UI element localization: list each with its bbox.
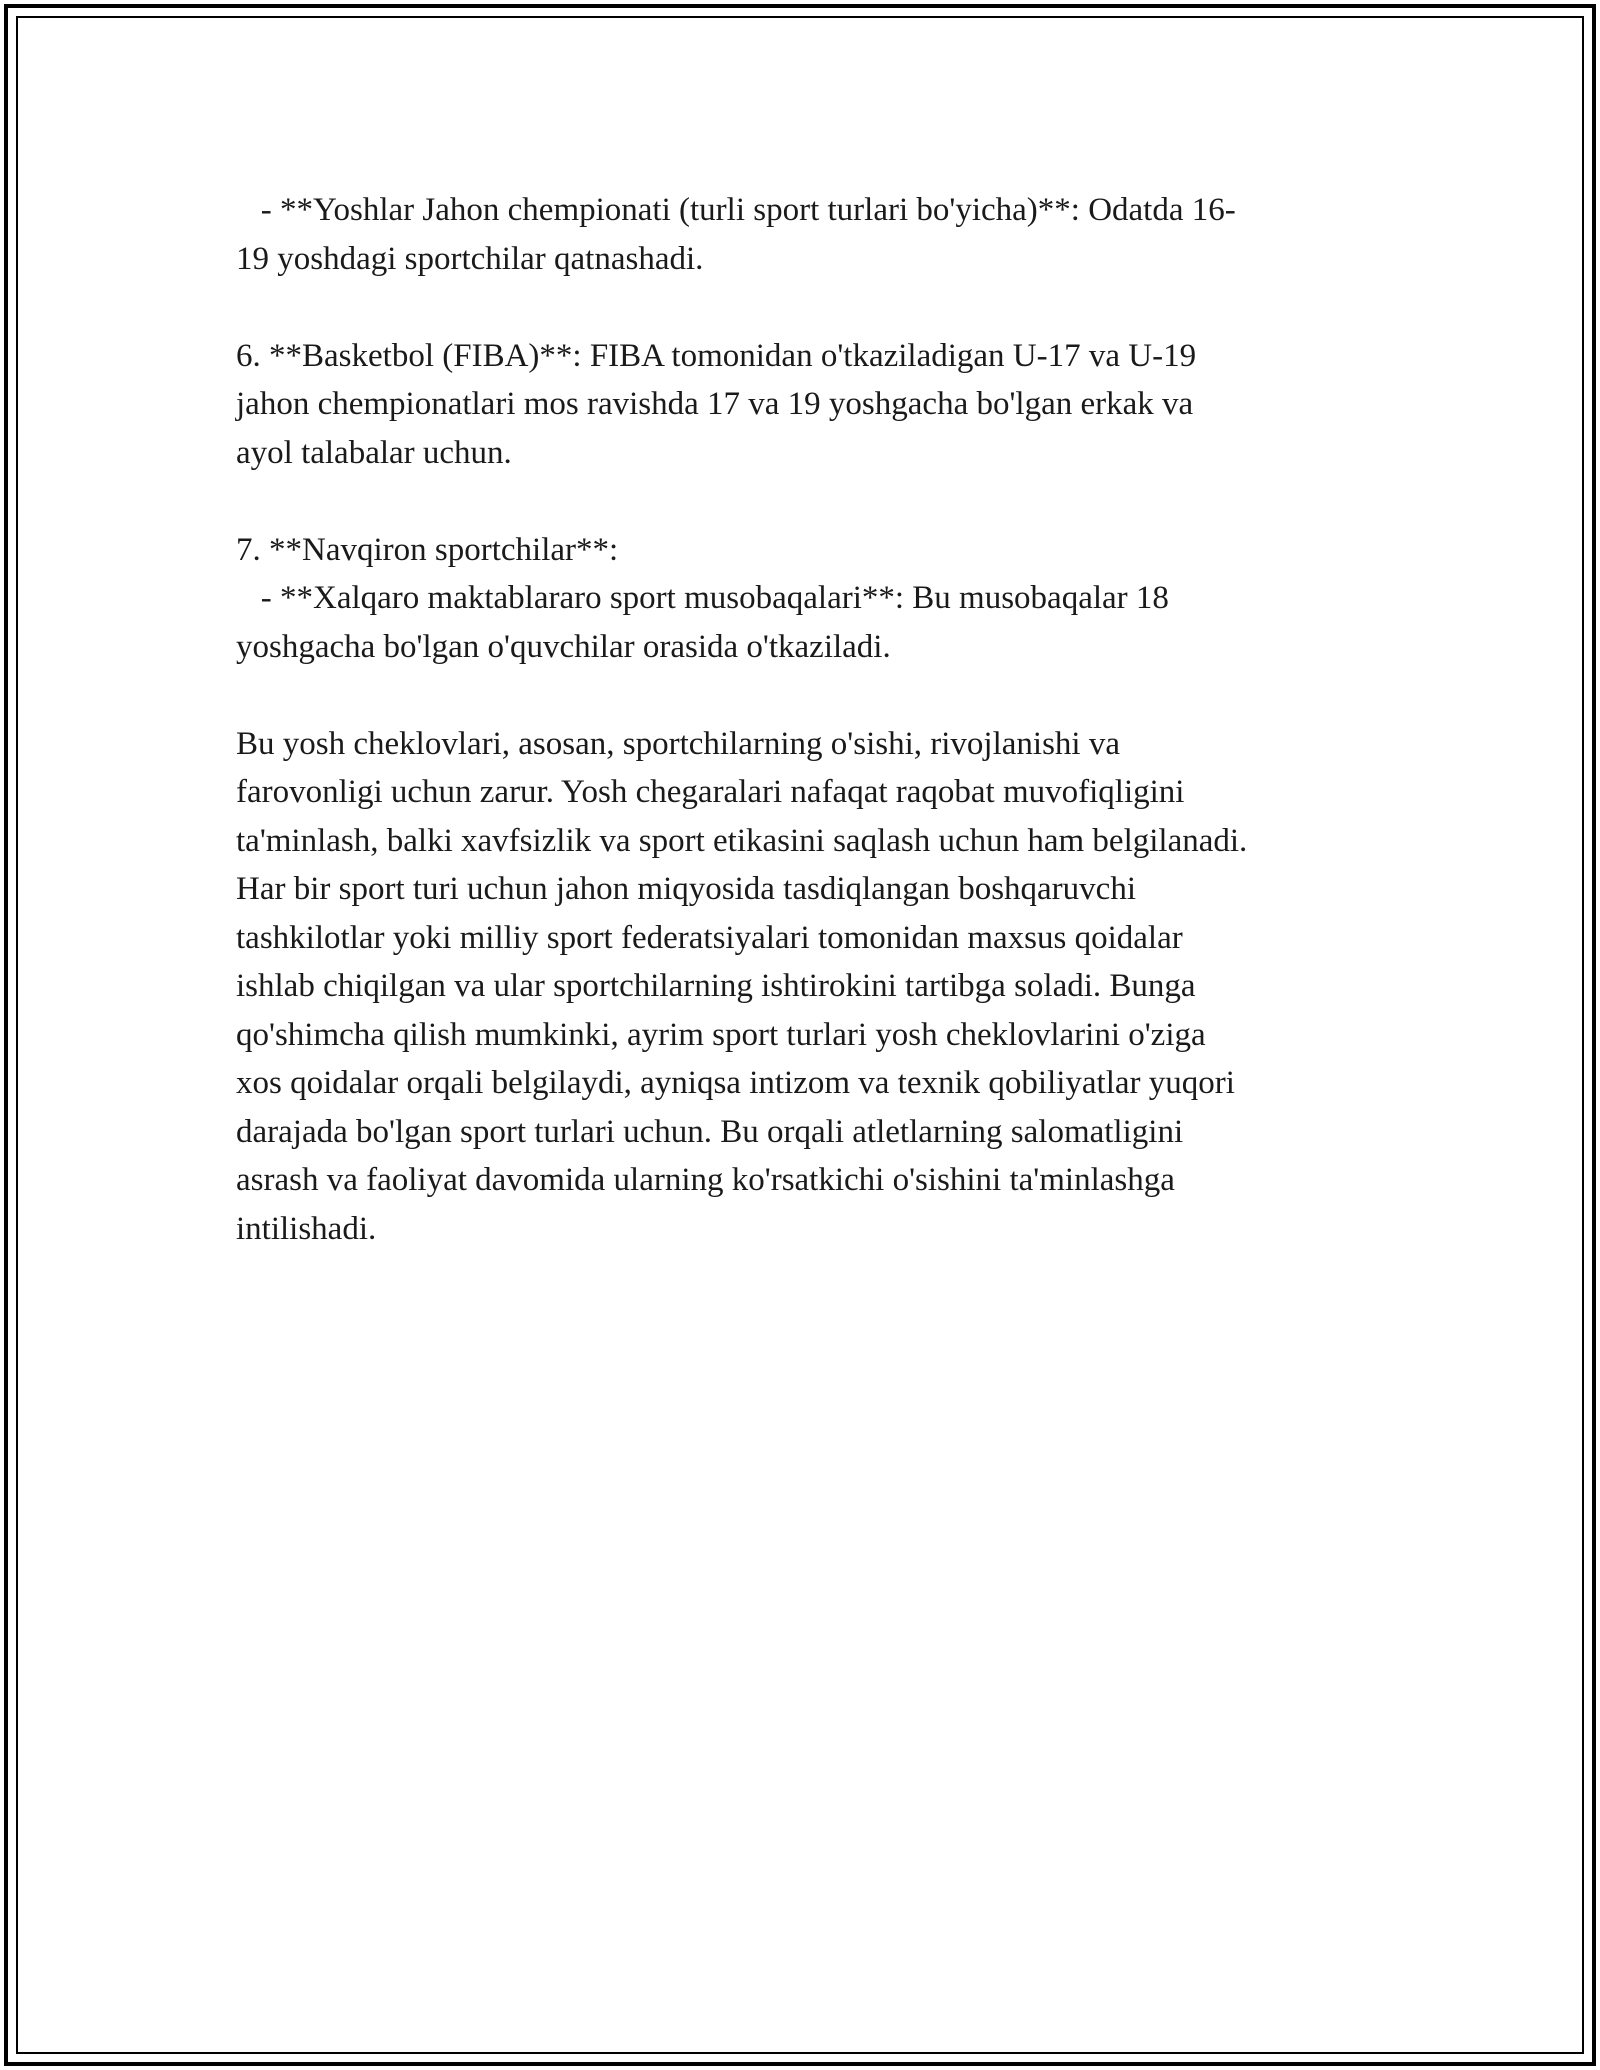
text-line: intilishadi. [236,1210,377,1247]
list-item-young-athletes [236,526,1386,672]
text-line: Har bir sport turi uchun jahon miqyosida tasdiqlangan boshqaruvchi [236,871,1136,907]
text-line: asrash va faoliyat davomida ularning ko'rsatkichi o'sishini ta'minlashga [236,1162,1175,1198]
text-line: Bu yosh cheklovlari, asosan, sportchilarning o'sishi, rivojlanishi va [236,725,1120,762]
text-line: farovonligi uchun zarur. Yosh chegaralari nafaqat raqobat muvofiqligini [236,774,1185,810]
text-line: yoshgacha bo'lgan o'quvchilar orasida o'tkaziladi. [236,628,891,665]
text-line: 7. **Navqiron sportchilar**: [236,531,619,568]
text-line: xos qoidalar orqali belgilaydi, ayniqsa intizom va texnik qobiliyatlar yuqori [236,1065,1235,1101]
list-subitem-youth-world-championship [236,186,1386,283]
text-line: tashkilotlar yoki milliy sport federatsiyalari tomonidan maxsus qoidalar [236,919,1183,956]
text-line: ishlab chiqilgan va ular sportchilarning ishtirokini tartibga soladi. Bunga [236,968,1196,1004]
text-line: jahon chempionatlari mos ravishda 17 va 19 yoshgacha bo'lgan erkak va [236,386,1194,422]
text-line: 6. **Basketbol (FIBA)**: FIBA tomonidan o'tkaziladigan U-17 va U-19 [236,337,1197,374]
text-line: ta'minlash, balki xavfsizlik va sport etikasini saqlash uchun ham belgilanadi. [236,822,1248,859]
text-line: - **Xalqaro maktablararo sport musobaqalari**: Bu musobaqalar 18 [236,580,1169,616]
text-line: qo'shimcha qilish mumkinki, ayrim sport turlari yosh cheklovlarini o'ziga [236,1016,1206,1053]
text-line: - **Yoshlar Jahon chempionati (turli sport turlari bo'yicha)**: Odatda 16- [236,192,1236,228]
text-line: darajada bo'lgan sport turlari uchun. Bu orqali atletlarning salomatligini [236,1113,1184,1150]
document-body [236,186,1386,1302]
conclusion-paragraph [236,720,1386,1254]
text-line: ayol talabalar uchun. [236,434,512,471]
list-item-basketball-fiba [236,332,1386,478]
text-line: 19 yoshdagi sportchilar qatnashadi. [236,240,704,277]
